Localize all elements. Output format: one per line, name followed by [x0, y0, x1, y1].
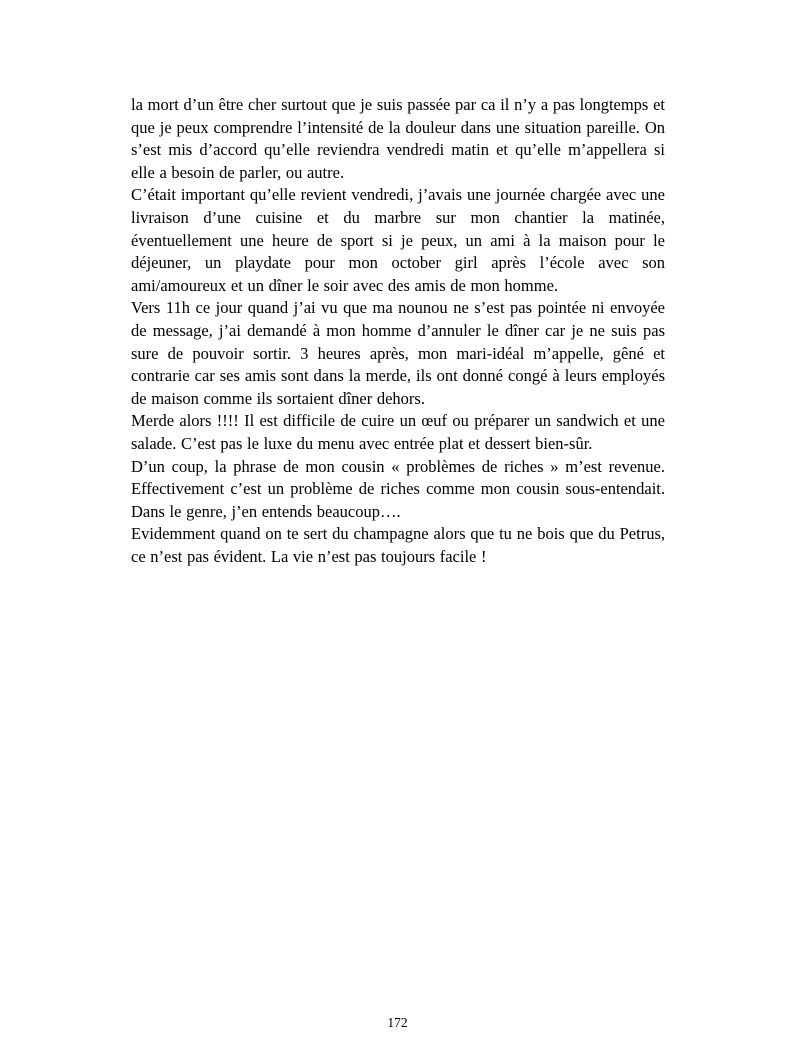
paragraph: Vers 11h ce jour quand j’ai vu que ma nounou ne s’est pas pointée ni envoyée de message, j’ai demandé à mon homme d’annuler le dîner car je ne suis pas sure de pouvoir sortir. 3 heures après, mon mari-idéal m’appelle, gêné et contrarie car ses amis sont dans la merde, ils ont donné congé à leurs employés de maison comme ils sortaient dîner dehors. [131, 298, 665, 408]
paragraph: D’un coup, la phrase de mon cousin « problèmes de riches » m’est revenue. Effectivement c’est un problème de riches comme mon cousin sous-entendait. Dans le genre, j’en entends beaucoup…. [131, 456, 665, 521]
text-block [131, 94, 665, 568]
page-number: 172 [387, 1015, 408, 1030]
paragraph: C’était important qu’elle revient vendredi, j’avais une journée chargée avec une livraison d’une cuisine et du marbre sur mon chantier la matinée, éventuellement une heure de sport si je peux, un ami à la maison pour le déjeuner, un playdate pour mon october girl après l’école avec son ami/amoureux et un dîner le soir avec des amis de mon homme. [131, 185, 665, 295]
paragraph: Evidemment quand on te sert du champagne alors que tu ne bois que du Petrus, ce n’est pas évident. La vie n’est pas toujours facile ! [131, 524, 665, 566]
paragraph: la mort d’un être cher surtout que je suis passée par ca il n’y a pas longtemps et que je peux comprendre l’intensité de la douleur dans une situation pareille. On s’est mis d’accord qu’elle reviendra vendredi matin et qu’elle m’appellera si elle a besoin de parler, ou autre. [131, 95, 665, 182]
paragraph: Merde alors !!!! Il est difficile de cuire un œuf ou préparer un sandwich et une salade. C’est pas le luxe du menu avec entrée plat et dessert bien-sûr. [131, 411, 665, 453]
